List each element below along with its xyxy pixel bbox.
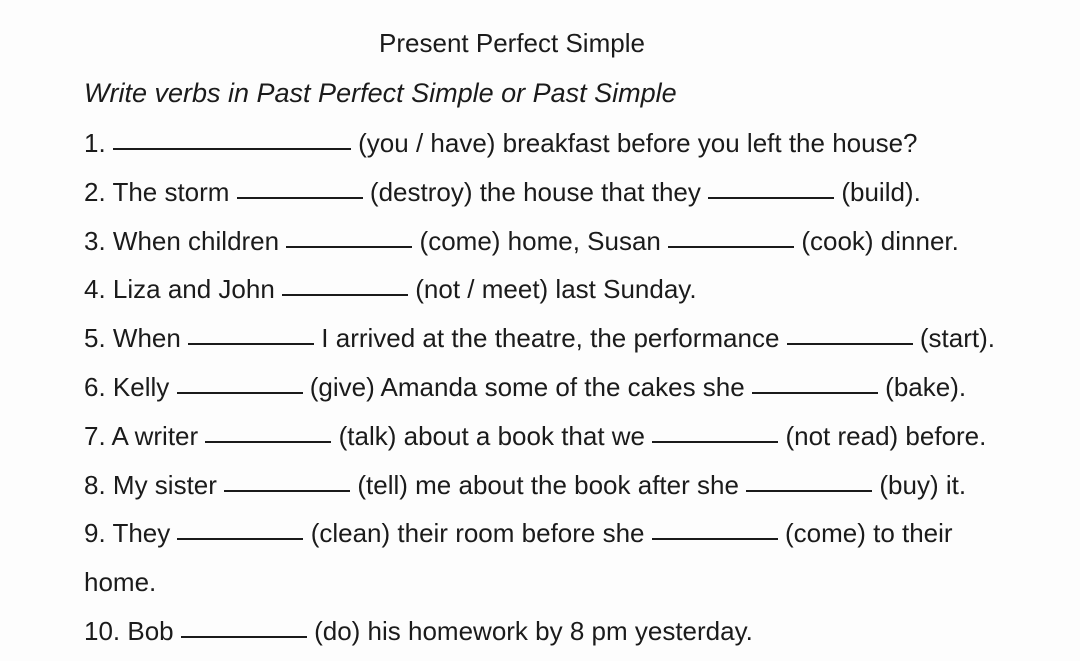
exercise-text: (bake). [877,371,967,402]
answer-blank [177,392,303,394]
answer-blank [177,538,303,540]
exercise-6 [84,368,1074,417]
exercise-text: (not read) before. [778,420,987,451]
exercise-text: 3. When children [84,225,287,256]
exercise-text: I arrived at the theatre, the performance [314,323,787,354]
exercise-text: 4. Liza and John [84,274,283,305]
exercise-text: 6. Kelly [84,371,177,402]
exercise-8 [84,466,1074,515]
answer-blank [113,148,351,150]
exercise-9 [84,514,1074,563]
exercise-text: (you / have) breakfast before you left the house? [350,128,918,158]
exercise-text: (start). [912,323,995,354]
exercise-text: (come) home, Susan [412,225,669,256]
answer-blank [237,197,363,199]
exercise-text: 5. When [84,323,189,354]
exercise-text: 8. My sister [84,469,225,500]
exercise-7 [84,417,1074,466]
answer-blank [286,246,412,248]
exercise-3 [84,222,1074,271]
answer-blank [708,197,834,199]
answer-blank [787,343,913,345]
answer-blank [181,636,307,638]
exercise-text: (buy) it. [872,469,967,500]
exercise-text: 7. A writer [84,420,206,451]
exercise-text: (clean) their room before she [303,518,652,549]
exercise-text: (not / meet) last Sunday. [408,274,697,305]
exercise-5 [84,319,1074,368]
exercise-text: 1. [84,128,113,158]
instructions: Write verbs in Past Perfect Simple or Past Simple [84,78,677,108]
answer-blank [746,490,872,492]
exercise-text: 10. Bob [84,615,181,646]
page-title: Present Perfect Simple [379,28,645,58]
exercise-text: (give) Amanda some of the cakes she [302,371,752,402]
answer-blank [652,538,778,540]
exercise-text: home. [84,567,157,598]
exercise-list [84,124,1074,661]
exercise-text: (cook) dinner. [794,225,959,256]
answer-blank [752,392,878,394]
exercise-text: (tell) me about the book after she [350,469,747,500]
exercise-text: (talk) about a book that we [331,420,653,451]
exercise-text: (come) to their [777,518,953,549]
answer-blank [668,246,794,248]
answer-blank [188,343,314,345]
exercise-4 [84,270,1074,319]
answer-blank [282,294,408,296]
answer-blank [224,490,350,492]
answer-blank [652,441,778,443]
exercise-1 [84,124,1074,173]
exercise-text: (destroy) the house that they [362,176,709,207]
exercise-10 [84,612,1074,661]
exercise-text: 2. The storm [84,176,237,207]
exercise-text: 9. They [84,518,178,549]
answer-blank [205,441,331,443]
exercise-text: (build). [834,176,921,207]
exercise-text: (do) his homework by 8 pm yesterday. [306,615,753,646]
exercise-2 [84,173,1074,222]
exercise-9-continuation [84,563,1074,612]
